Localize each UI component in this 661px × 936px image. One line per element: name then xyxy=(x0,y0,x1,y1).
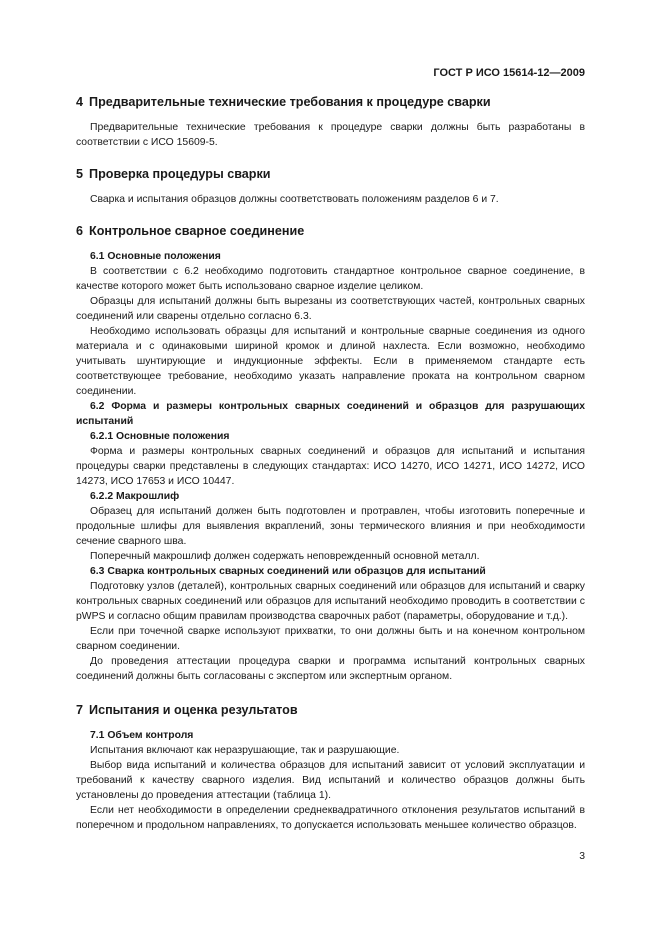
subsection-6-3-heading: 6.3 Сварка контрольных сварных соединений или образцов для испытаний xyxy=(90,566,486,577)
document-code-header: ГОСТ Р ИСО 15614-12—2009 xyxy=(433,67,585,79)
section-6-heading xyxy=(76,223,585,239)
section-7-title: Испытания и оценка результатов xyxy=(89,703,298,717)
subsection-7-1-heading: 7.1 Объем контроля xyxy=(90,730,194,741)
subsection-6-2-2-paragraph-2: Поперечный макрошлиф должен содержать неповрежденный основной металл. xyxy=(90,551,480,562)
section-6-title: Контрольное сварное соединение xyxy=(89,224,305,238)
page-number: 3 xyxy=(579,851,585,862)
subsection-6-1-paragraph-3: Необходимо использовать образцы для испытаний и контрольные сварные соединения из одного материала и с одинаковыми шириной кромок и длиной нахлеста. Если возможно, необходимо учитывать шунтирующие и индукционные эффекты. Если в применяемом стандарте есть соответствующее требование, необходимо указать направление проката на контрольном сварном соединении. xyxy=(76,326,585,397)
subsection-7-1-paragraph-1: Испытания включают как неразрушающие, так и разрушающие. xyxy=(90,745,400,756)
subsection-6-3-paragraph-2: Если при точечной сварке используют прихватки, то они должны быть и на конечном контрольном сварном соединении. xyxy=(76,626,585,652)
subsection-6-2-1-paragraph: Форма и размеры контрольных сварных соединений и образцов для испытаний и испытания процедуры сварки представлены в следующих стандартах: ИСО 14270, ИСО 14271, ИСО 14272, ИСО 14273, ИСО 17653 и ИСО 10447. xyxy=(76,446,585,487)
subsection-6-2-1-heading: 6.2.1 Основные положения xyxy=(90,431,230,442)
subsection-6-3-paragraph-1: Подготовку узлов (деталей), контрольных сварных соединений или образцов для испытаний и сварку контрольных сварных соединений или образцов для испытаний необходимо проводить в соответствии с pWPS и согласно общим правилам производства сварочных работ (параметры, оборудование и т.д.). xyxy=(76,581,585,622)
section-4-heading xyxy=(76,94,585,110)
subsection-6-2-2-paragraph-1: Образец для испытаний должен быть подготовлен и протравлен, чтобы изготовить поперечные и продольные шлифы для выявления вкраплений, зоны термического влияния и при необходимости сечение сварного шва. xyxy=(76,506,585,547)
section-7-number: 7 xyxy=(76,703,84,717)
subsection-6-2-heading: 6.2 Форма и размеры контрольных сварных соединений и образцов для разрушающих испытаний xyxy=(76,401,585,427)
section-5-heading xyxy=(76,166,585,182)
section-5-title: Проверка процедуры сварки xyxy=(89,167,271,181)
section-5-paragraph: Сварка и испытания образцов должны соответствовать положениям разделов 6 и 7. xyxy=(90,194,499,205)
section-6-number: 6 xyxy=(76,224,84,238)
section-4-paragraph: Предварительные технические требования к процедуре сварки должны быть разработаны в соответствии с ИСО 15609-5. xyxy=(76,122,585,148)
subsection-6-1-paragraph-2: Образцы для испытаний должны быть вырезаны из соответствующих частей, контрольных сварных соединений или сварены отдельно согласно 6.3. xyxy=(76,296,585,322)
section-5-number: 5 xyxy=(76,167,84,181)
subsection-6-3-paragraph-3: До проведения аттестации процедура сварки и программа испытаний контрольных сварных соединений должны быть согласованы с экспертом или экспертным органом. xyxy=(76,656,585,682)
section-4-title: Предварительные технические требования к процедуре сварки xyxy=(89,95,491,109)
subsection-6-2-2-heading: 6.2.2 Макрошлиф xyxy=(90,491,180,502)
subsection-7-1-paragraph-2: Выбор вида испытаний и количества образцов для испытаний зависит от условий эксплуатации и требований к качеству сварного изделия. Вид испытаний и количество образцов должны быть установлены до проведения аттестации (таблица 1). xyxy=(76,760,585,801)
subsection-7-1-paragraph-3: Если нет необходимости в определении среднеквадратичного отклонения результатов испытаний в поперечном и продольном направлениях, то допускается использовать меньшее количество образцов. xyxy=(76,805,585,831)
section-4-number: 4 xyxy=(76,95,84,109)
section-7-heading xyxy=(76,702,585,718)
subsection-6-1-heading: 6.1 Основные положения xyxy=(90,251,221,262)
subsection-6-1-paragraph-1: В соответствии с 6.2 необходимо подготовить стандартное контрольное сварное соединение, в качестве которого может быть использовано сварное изделие целиком. xyxy=(76,266,585,292)
